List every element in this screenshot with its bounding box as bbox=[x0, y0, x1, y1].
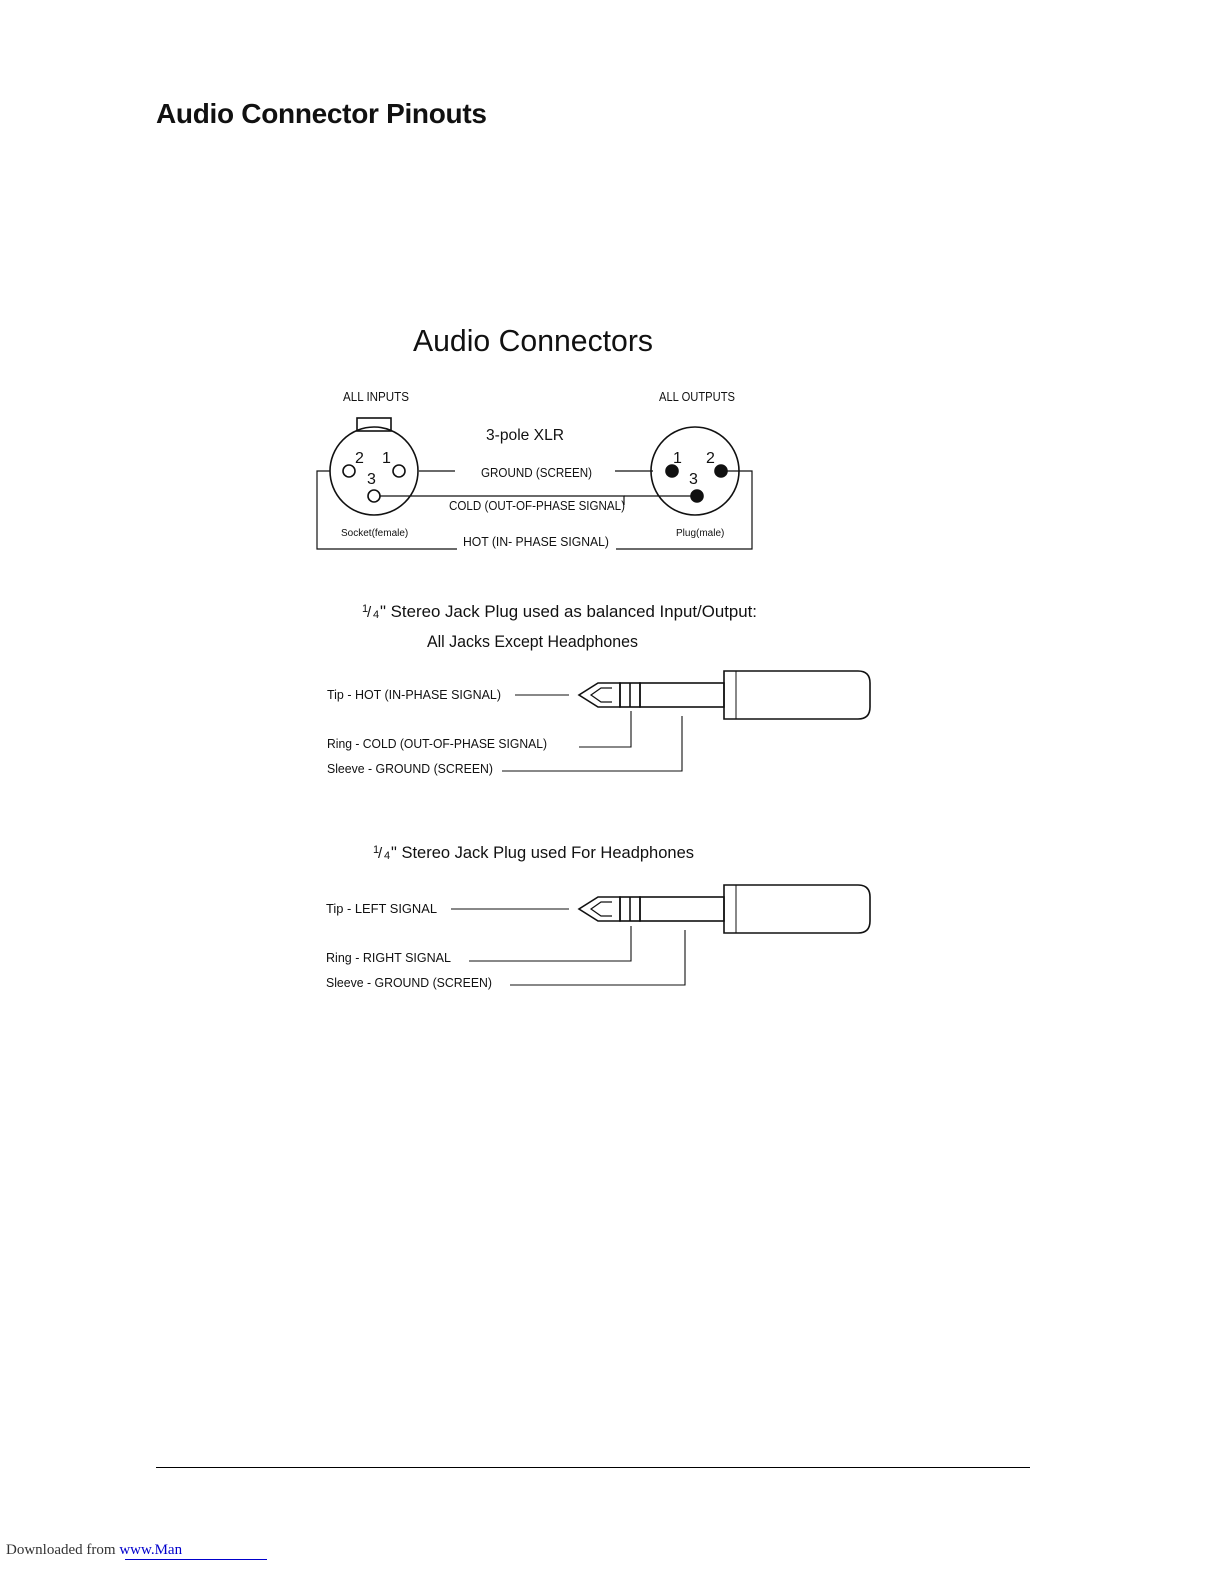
headphone-ring-label: Ring - RIGHT SIGNAL bbox=[326, 950, 451, 965]
socket-pin-1 bbox=[393, 465, 405, 477]
xlr-type-label: 3-pole XLR bbox=[486, 427, 564, 444]
socket-pin-1-label: 1 bbox=[382, 450, 391, 467]
fraction-numerator: 1 bbox=[362, 603, 369, 615]
ground-label: GROUND (SCREEN) bbox=[481, 465, 592, 480]
headphone-sleeve-label: Sleeve - GROUND (SCREEN) bbox=[326, 975, 492, 990]
headphone-jack-heading bbox=[373, 843, 694, 862]
footer-link-underline bbox=[125, 1559, 267, 1560]
balanced-heading-line1: " Stereo Jack Plug used as balanced Input/Output: bbox=[380, 602, 757, 621]
footer bbox=[6, 1542, 182, 1559]
xlr-outputs-label: ALL OUTPUTS bbox=[659, 389, 736, 404]
socket-pin-3 bbox=[368, 490, 380, 502]
hp-fraction-slash: / bbox=[378, 845, 383, 862]
socket-pin-2 bbox=[343, 465, 355, 477]
jack-tip bbox=[579, 683, 620, 707]
cold-label: COLD (OUT-OF-PHASE SIGNAL) bbox=[449, 498, 625, 513]
footer-rule bbox=[156, 1467, 1030, 1468]
fraction-slash: / bbox=[367, 604, 372, 621]
plug-pin-2-label: 2 bbox=[706, 450, 715, 467]
jack-handle bbox=[724, 671, 870, 719]
balanced-sleeve-label: Sleeve - GROUND (SCREEN) bbox=[327, 761, 493, 776]
diagram-heading: Audio Connectors bbox=[413, 323, 653, 358]
hot-label: HOT (IN- PHASE SIGNAL) bbox=[463, 534, 609, 549]
plug-pin-3-label: 3 bbox=[689, 471, 698, 488]
fraction-denominator: 4 bbox=[373, 609, 380, 621]
balanced-ring-label: Ring - COLD (OUT-OF-PHASE SIGNAL) bbox=[327, 736, 547, 751]
page-title: Audio Connector Pinouts bbox=[156, 98, 487, 129]
hp-fraction-numerator: 1 bbox=[373, 844, 380, 856]
socket-pin-2-label: 2 bbox=[355, 450, 364, 467]
xlr-inputs-label: ALL INPUTS bbox=[343, 389, 410, 404]
hp-jack-tip bbox=[579, 897, 620, 921]
plug-pin-2 bbox=[715, 465, 727, 477]
jack-sleeve bbox=[640, 683, 724, 707]
footer-link[interactable]: www.Man bbox=[119, 1542, 183, 1558]
headphone-jack-plug bbox=[579, 885, 870, 933]
hp-jack-handle bbox=[724, 885, 870, 933]
plug-pin-3 bbox=[691, 490, 703, 502]
socket-pin-3-label: 3 bbox=[367, 471, 376, 488]
balanced-heading-line2: All Jacks Except Headphones bbox=[427, 632, 638, 651]
xlr-socket-female bbox=[330, 418, 418, 515]
hp-jack-sleeve bbox=[640, 897, 724, 921]
hp-fraction-denominator: 4 bbox=[384, 850, 391, 862]
plug-pin-1-label: 1 bbox=[673, 450, 682, 467]
headphone-heading: " Stereo Jack Plug used For Headphones bbox=[391, 843, 694, 862]
balanced-tip-label: Tip - HOT (IN-PHASE SIGNAL) bbox=[327, 687, 501, 702]
socket-caption: Socket(female) bbox=[341, 528, 409, 539]
balanced-jack-plug bbox=[579, 671, 870, 719]
plug-caption: Plug(male) bbox=[676, 528, 725, 539]
balanced-jack-heading bbox=[362, 602, 757, 621]
footer-prefix: Downloaded from bbox=[6, 1542, 120, 1558]
headphone-tip-label: Tip - LEFT SIGNAL bbox=[326, 901, 437, 916]
